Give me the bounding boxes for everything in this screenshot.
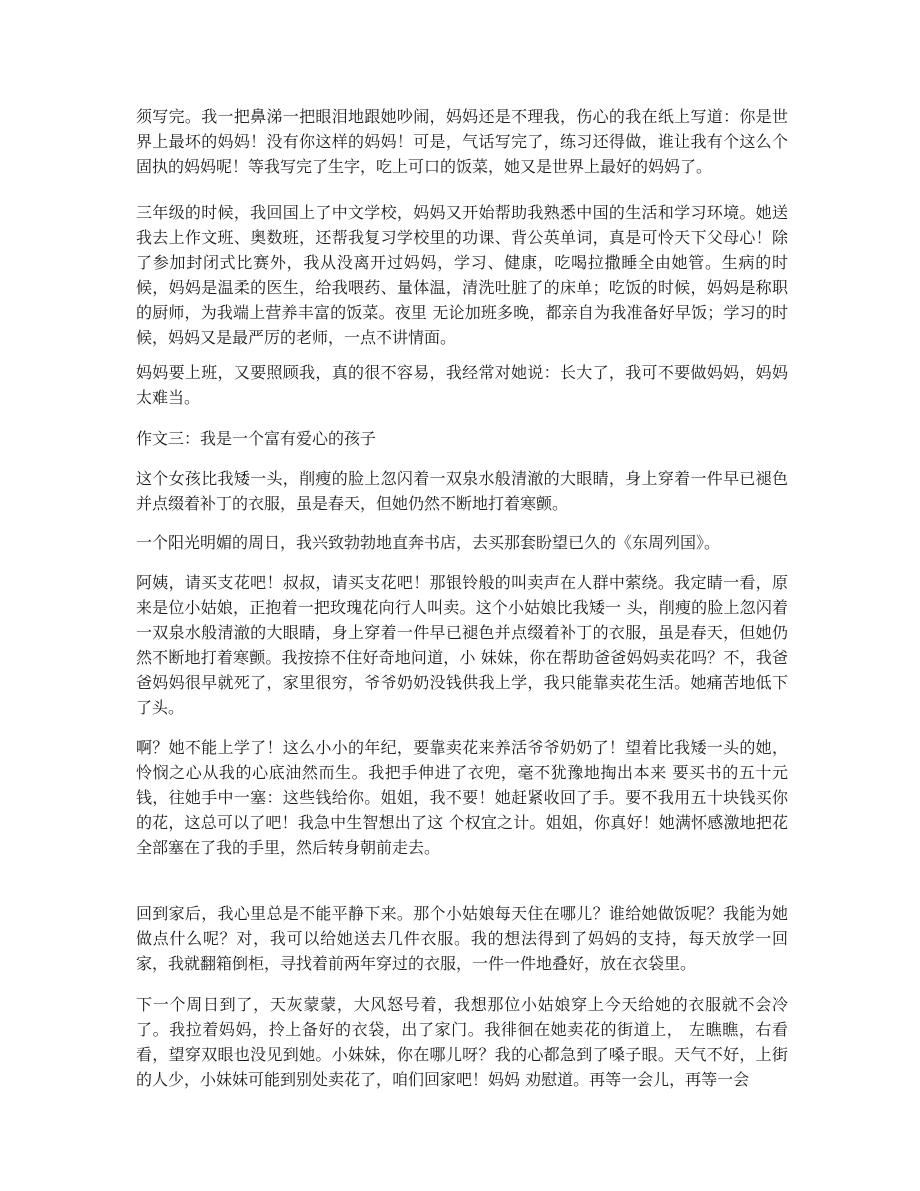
section-heading: 作文三：我是一个富有爱心的孩子 — [136, 429, 377, 448]
paragraph: 须写完。我一把鼻涕一把眼泪地跟她吵闹，妈妈还是不理我，伤心的我在纸上写道：你是世界上最坏的妈妈！没有你这样的妈妈！可是，气话写完了，练习还得做，谁让我有个这么个固执的妈妈呢！等我写完了生字，吃上可口的饭菜，她又是世界上最好的妈妈了。 — [136, 107, 788, 176]
paragraph: 一个阳光明媚的周日，我兴致勃勃地直奔书店，去买那套盼望已久的《东周列国》。 — [136, 533, 721, 552]
paragraph: 妈妈要上班，又要照顾我，真的很不容易，我经常对她说：长大了，我可不要做妈妈，妈妈太难当。 — [136, 363, 788, 407]
paragraph: 这个女孩比我矮一头，削瘦的脸上忽闪着一双泉水般清澈的大眼睛，身上穿着一件早已褪色并点缀着补丁的衣服，虽是春天，但她仍然不断地打着寒颤。 — [136, 469, 788, 513]
paragraph: 阿姨，请买支花吧！叔叔，请买支花吧！那银铃般的叫卖声在人群中萦绕。我定睛一看，原来是位小姑娘，正抱着一把玫瑰花向行人叫卖。这个小姑娘比我矮一 头，削瘦的脸上忽闪着一双泉水般清澈的大眼睛，身上穿着一件早已褪色并点缀着补丁的衣服，虽是春天，但她仍然不断地打着寒颤。我按捺不住好奇地问道，小 妹妹，你在帮助爸爸妈妈卖花吗？不，我爸爸妈妈很早就死了，家里很穷，爷爷奶奶没钱供我上学，我只能靠卖花生活。她痛苦地低下了头。 — [136, 573, 788, 717]
paragraph: 下一个周日到了，天灰蒙蒙，大风怒号着，我想那位小姑娘穿上今天给她的衣服就不会冷了。我拉着妈妈，拎上备好的衣袋，出了家门。我徘徊在她卖花的街道上， 左瞧瞧，右看看，望穿双眼也没见到她。小妹妹，你在哪儿呀？我的心都急到了嗓子眼。天气不好，上街的人少，小妹妹可能到别处卖花了，咱们回家吧！妈妈 劝慰道。再等一会儿，再等一会 — [136, 995, 788, 1089]
paragraph: 啊？她不能上学了！这么小小的年纪，要靠卖花来养活爷爷奶奶了！望着比我矮一头的她，怜悯之心从我的心底油然而生。我把手伸进了衣兜，毫不犹豫地掏出本来 要买书的五十元钱，往她手中一塞：这些钱给你。姐姐，我不要！她赶紧收回了手。要不我用五十块钱买你的花，这总可以了吧！我急中生智想出了这 个权宜之计。姐姐，你真好！她满怀感激地把花全部塞在了我的手里，然后转身朝前走去。 — [136, 738, 788, 857]
paragraph: 三年级的时候，我回国上了中文学校，妈妈又开始帮助我熟悉中国的生活和学习环境。她送我去上作文班、奥数班，还帮我复习学校里的功课、背公英单词，真是可怜天下父母心！除了参加封闭式比赛外，我从没离开过妈妈，学习、健康，吃喝拉撒睡全由她管。生病的时候，妈妈是温柔的医生，给我喂药、量体温，清洗吐脏了的床单；吃饭的时候，妈妈是称职的厨师，为我端上营养丰富的饭菜。夜里 无论加班多晚，都亲自为我准备好早饭；学习的时候，妈妈又是最严厉的老师，一点不讲情面。 — [136, 203, 788, 347]
paragraph: 回到家后，我心里总是不能平静下来。那个小姑娘每天住在哪儿？谁给她做饭呢？我能为她做点什么呢？对，我可以给她送去几件衣服。我的想法得到了妈妈的支持，每天放学一回家，我就翻箱倒柜，寻找着前两年穿过的衣服，一件一件地叠好，放在衣袋里。 — [136, 904, 788, 973]
